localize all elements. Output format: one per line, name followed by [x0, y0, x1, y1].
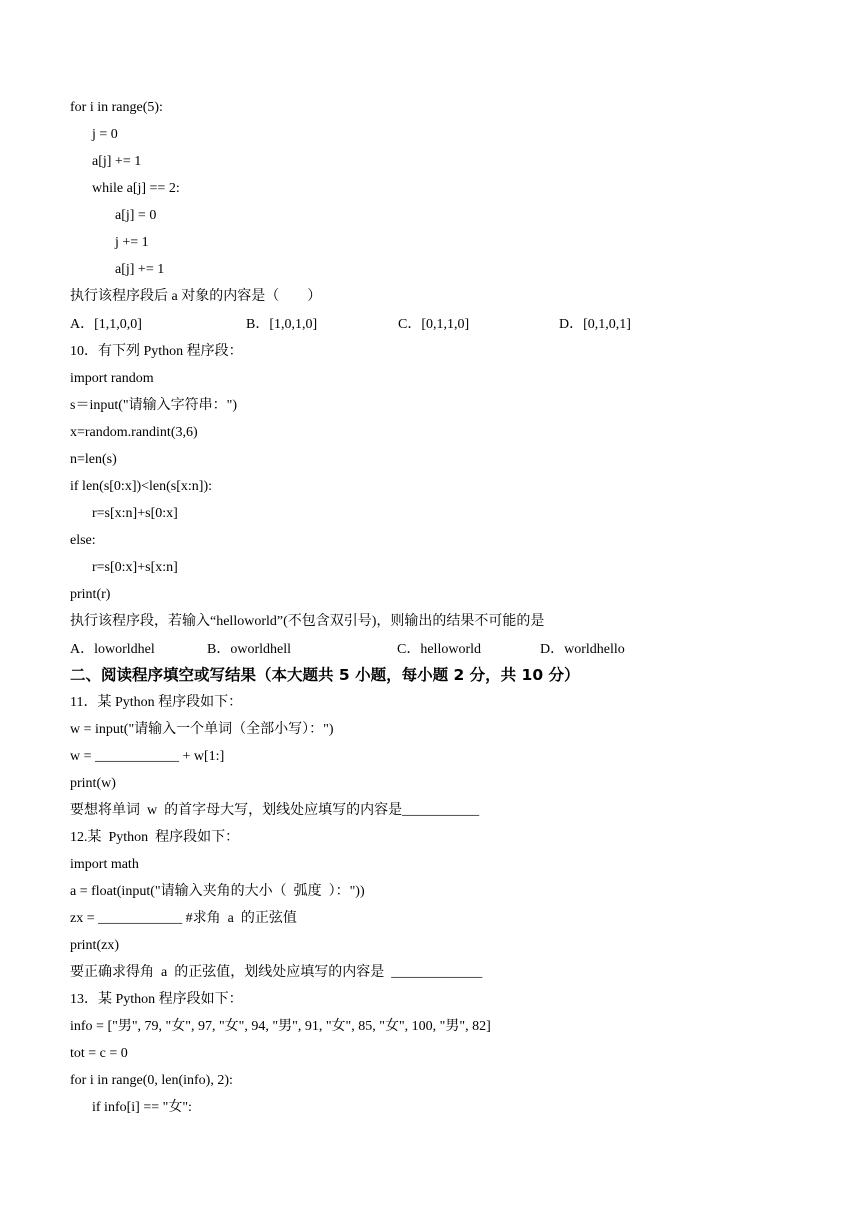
- code-line: if len(s[0:x])<len(s[x:n]):: [70, 479, 213, 494]
- question-prompt: 执行该程序段后 a 对象的内容是（ ）: [70, 289, 322, 304]
- question-title: 11．某 Python 程序段如下：: [70, 695, 243, 710]
- code-line: zx = ____________ #求角 a 的正弦值: [70, 911, 297, 926]
- option-c: C．helloworld: [397, 642, 481, 657]
- code-line: for i in range(5):: [70, 100, 163, 115]
- option-b: B．[1,0,1,0]: [246, 317, 318, 332]
- code-line: a[j] += 1: [92, 154, 142, 169]
- code-line: r=s[x:n]+s[0:x]: [92, 506, 178, 521]
- question-prompt: 要正确求得角 a 的正弦值，划线处应填写的内容是 _____________: [70, 965, 483, 980]
- option-a: A．[1,1,0,0]: [70, 317, 142, 332]
- code-line: print(w): [70, 776, 116, 791]
- section-heading: 二、阅读程序填空或写结果（本大题共 5 小题，每小题 2 分，共 10 分）: [70, 666, 580, 684]
- code-line: j = 0: [92, 127, 118, 142]
- code-line: r=s[0:x]+s[x:n]: [92, 560, 178, 575]
- code-line: tot = c = 0: [70, 1046, 128, 1061]
- option-c: C．[0,1,1,0]: [398, 317, 470, 332]
- code-line: a = float(input("请输入夹角的大小（ 弧度 ）：")): [70, 884, 365, 899]
- option-b: B．oworldhell: [207, 642, 291, 657]
- code-line: import random: [70, 371, 154, 386]
- code-line: w = ____________ + w[1:]: [70, 749, 225, 764]
- code-line: j += 1: [115, 235, 149, 250]
- code-line: print(zx): [70, 938, 119, 953]
- code-line: while a[j] == 2:: [92, 181, 180, 196]
- code-line: import math: [70, 857, 139, 872]
- code-line: s＝input("请输入字符串："): [70, 398, 237, 413]
- code-line: for i in range(0, len(info), 2):: [70, 1073, 233, 1088]
- code-line: else:: [70, 533, 96, 548]
- code-line: info = ["男", 79, "女", 97, "女", 94, "男", 91, "女", 85, "女", 100, "男", 82]: [70, 1019, 491, 1034]
- code-line: n=len(s): [70, 452, 117, 467]
- question-prompt: 执行该程序段，若输入“helloworld”(不包含双引号)，则输出的结果不可能的是: [70, 614, 545, 629]
- question-prompt: 要想将单词 w 的首字母大写，划线处应填写的内容是___________: [70, 803, 480, 818]
- option-d: D．[0,1,0,1]: [559, 317, 631, 332]
- code-line: if info[i] == "女":: [92, 1100, 192, 1115]
- option-d: D．worldhello: [540, 642, 625, 657]
- question-title: 13．某 Python 程序段如下：: [70, 992, 243, 1007]
- code-line: w = input("请输入一个单词（全部小写）："): [70, 722, 334, 737]
- code-line: a[j] += 1: [115, 262, 165, 277]
- question-title: 12.某 Python 程序段如下：: [70, 830, 240, 845]
- code-line: x=random.randint(3,6): [70, 425, 198, 440]
- code-line: a[j] = 0: [115, 208, 157, 223]
- code-line: print(r): [70, 587, 111, 602]
- option-a: A．loworldhel: [70, 642, 155, 657]
- question-title: 10．有下列 Python 程序段：: [70, 344, 243, 359]
